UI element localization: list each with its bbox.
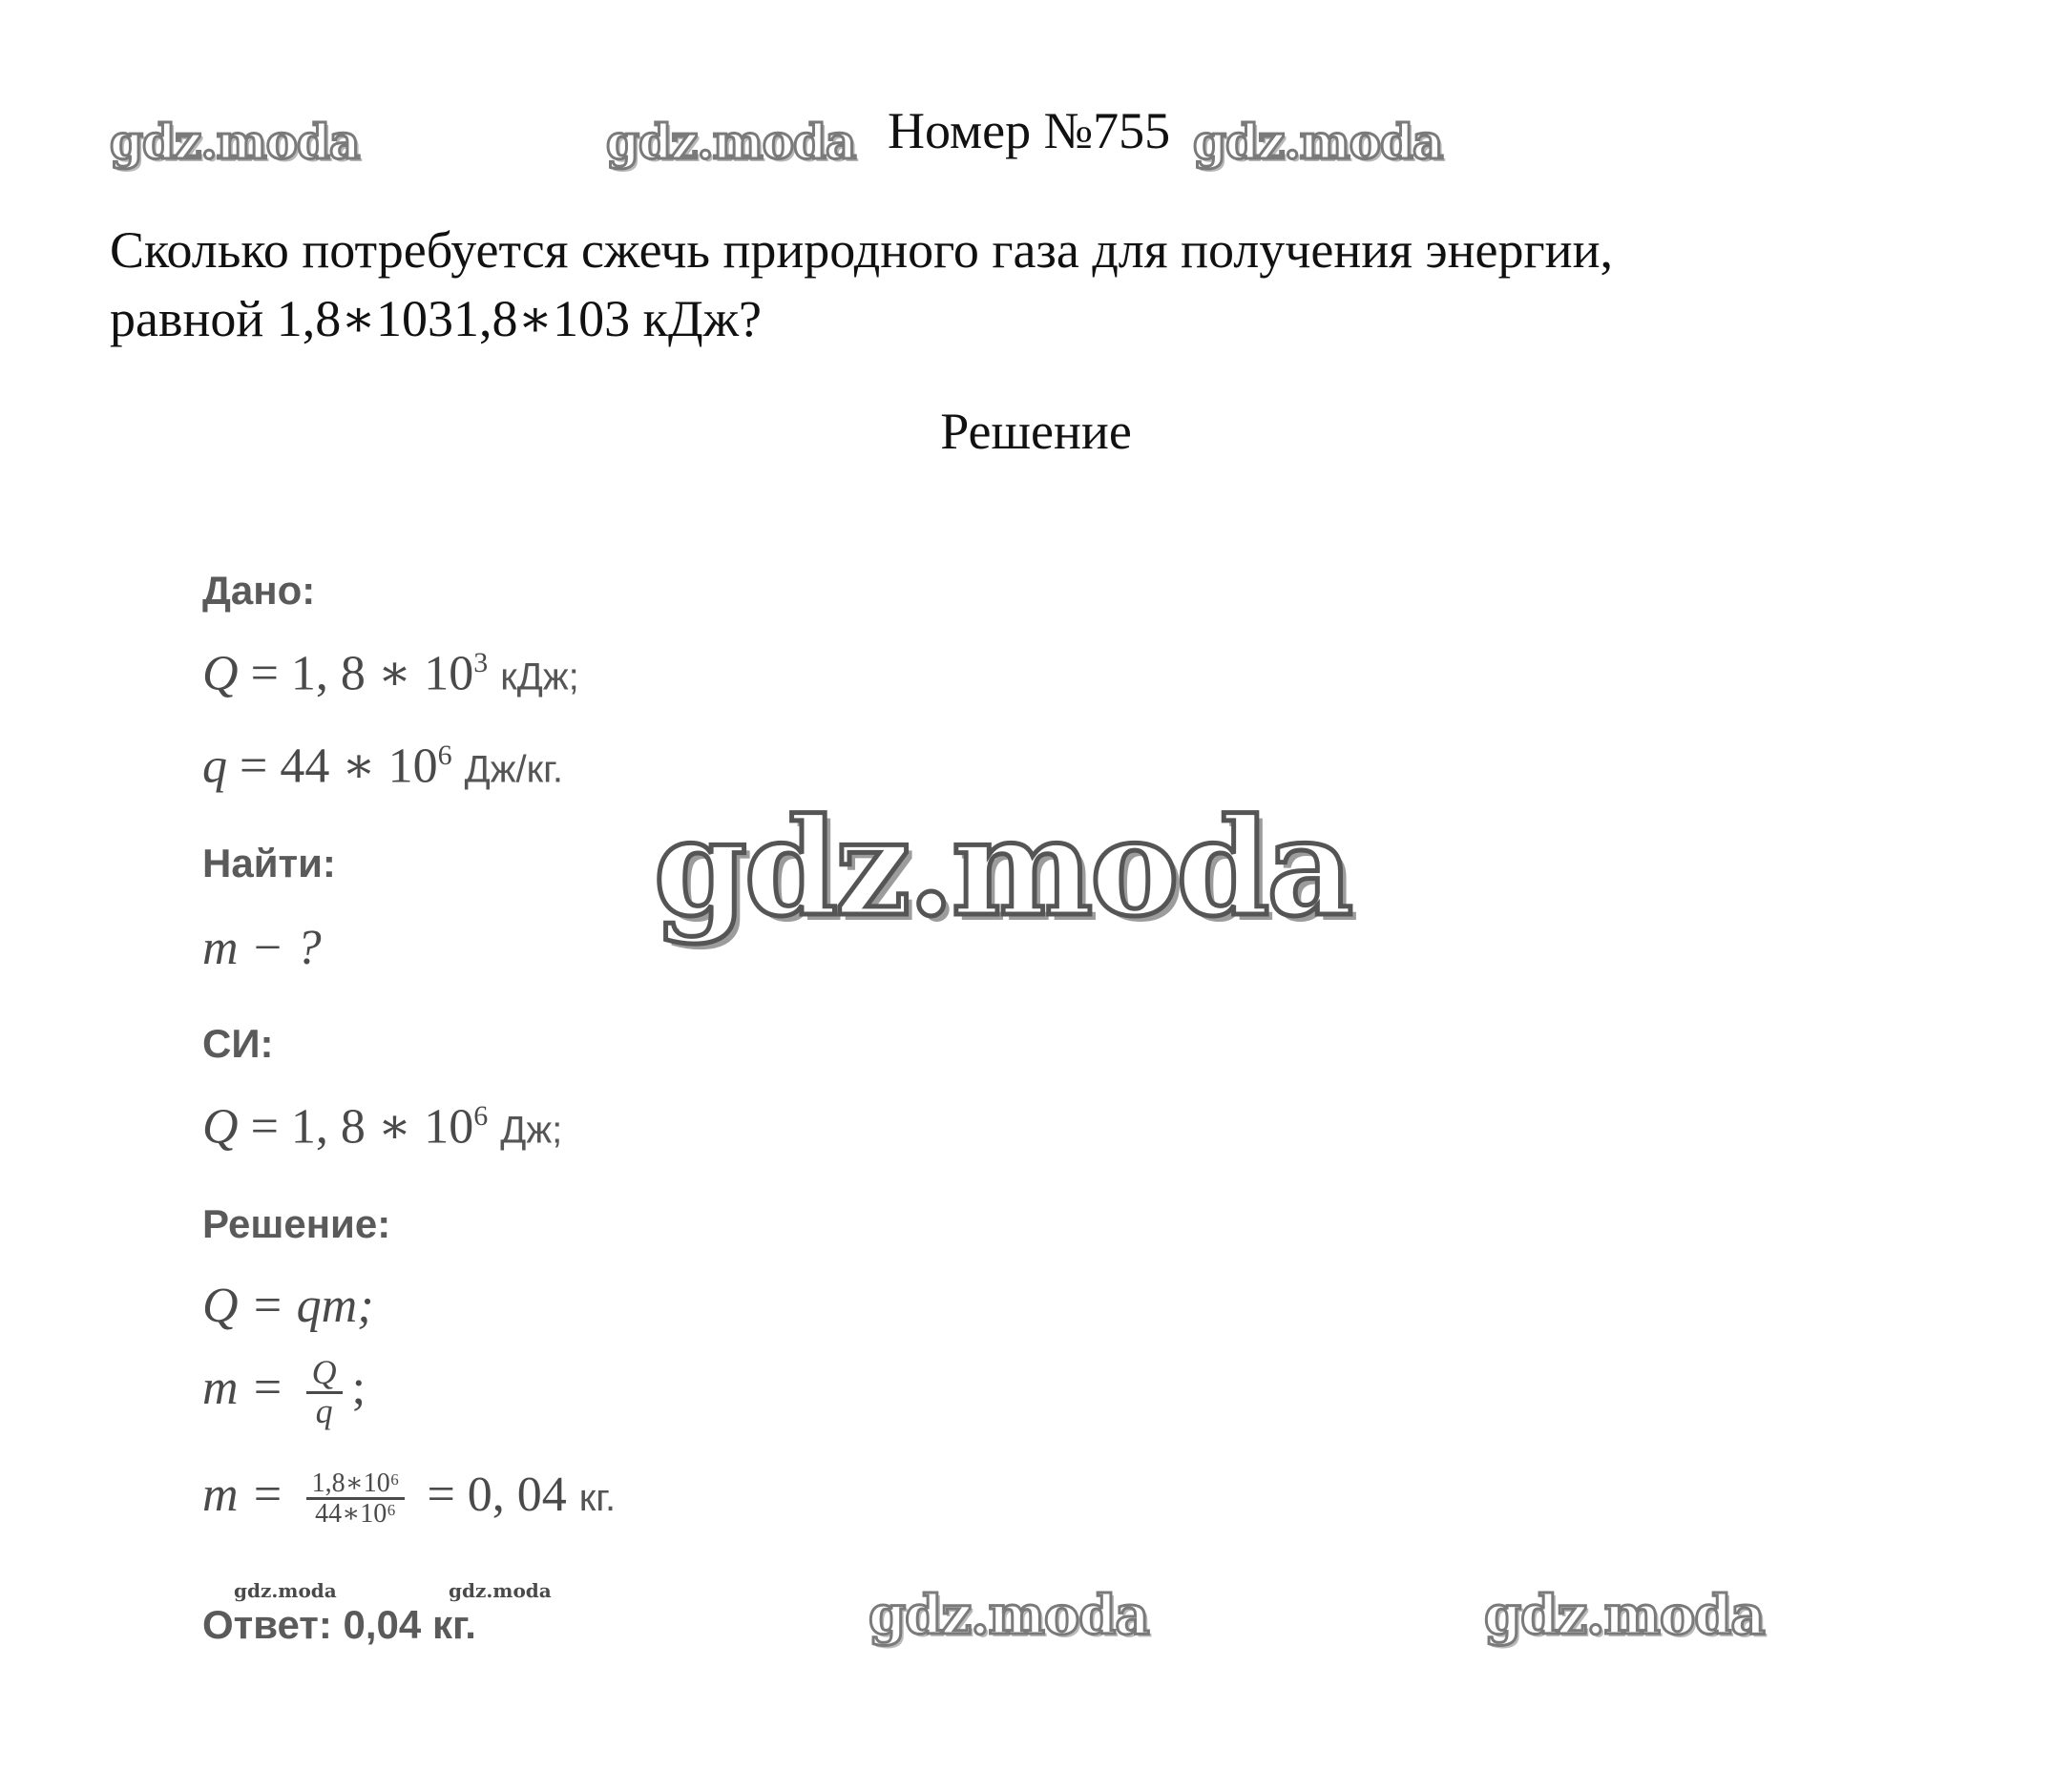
watermark-small: gdz.moda — [449, 1579, 552, 1602]
fraction — [306, 1469, 406, 1529]
fraction — [306, 1355, 343, 1430]
exponent: 6 — [437, 739, 452, 771]
var-Q: Q — [202, 1099, 239, 1155]
var-Q: Q — [202, 646, 239, 701]
unit: Дж; — [500, 1109, 563, 1152]
unit: Дж/кг. — [464, 748, 563, 791]
expr: = 1, 8 ∗ 10 — [250, 646, 474, 701]
watermark: gdz.moda — [869, 1584, 1149, 1647]
problem-statement — [110, 216, 1923, 353]
given-specific-heat — [202, 739, 563, 794]
solution-label: Решение: — [202, 1201, 391, 1246]
find-value: m − ? — [202, 921, 322, 975]
unit: кг. — [578, 1476, 617, 1519]
formula-step-3 — [202, 1469, 616, 1529]
find-label: Найти: — [202, 841, 336, 885]
denominator: q — [315, 1391, 333, 1430]
lhs: m = — [202, 1361, 284, 1416]
solution-heading: Решение — [940, 403, 1132, 460]
var-q: q — [202, 739, 227, 794]
formula-step-1 — [202, 1281, 374, 1331]
expr: = 44 ∗ 10 — [240, 739, 438, 794]
tail: ; — [351, 1361, 366, 1416]
watermark: gdz.moda — [606, 114, 856, 170]
watermark: gdz.moda — [110, 114, 360, 170]
numerator: Q — [306, 1355, 343, 1394]
expr: = 1, 8 ∗ 10 — [250, 1099, 474, 1155]
watermark: gdz.moda — [1484, 1584, 1765, 1647]
page-title: Номер №755 — [888, 102, 1171, 159]
formula: Q = qm; — [202, 1279, 374, 1333]
formula-step-2 — [202, 1355, 366, 1430]
numerator: 1,8∗10⁶ — [306, 1469, 406, 1500]
watermark-large: gdz.moda — [654, 790, 1351, 947]
si-energy — [202, 1099, 563, 1155]
exponent: 3 — [473, 647, 489, 678]
unit: кДж; — [500, 656, 579, 698]
watermark-small: gdz.moda — [234, 1579, 337, 1602]
problem-line: равной 1,8∗1031,8∗103 кДж? — [110, 290, 763, 347]
lhs: m = — [202, 1467, 284, 1522]
find-expression — [202, 921, 322, 975]
denominator: 44∗10⁶ — [315, 1499, 396, 1530]
answer: Ответ: 0,04 кг. — [202, 1602, 476, 1647]
problem-line: Сколько потребуется сжечь природного газа для получения энергии, — [110, 221, 1613, 279]
si-label: СИ: — [202, 1021, 274, 1066]
watermark: gdz.moda — [1193, 114, 1443, 170]
result: = 0, 04 — [427, 1467, 567, 1522]
exponent: 6 — [473, 1100, 489, 1132]
given-label: Дано: — [202, 568, 316, 613]
given-energy — [202, 646, 579, 701]
